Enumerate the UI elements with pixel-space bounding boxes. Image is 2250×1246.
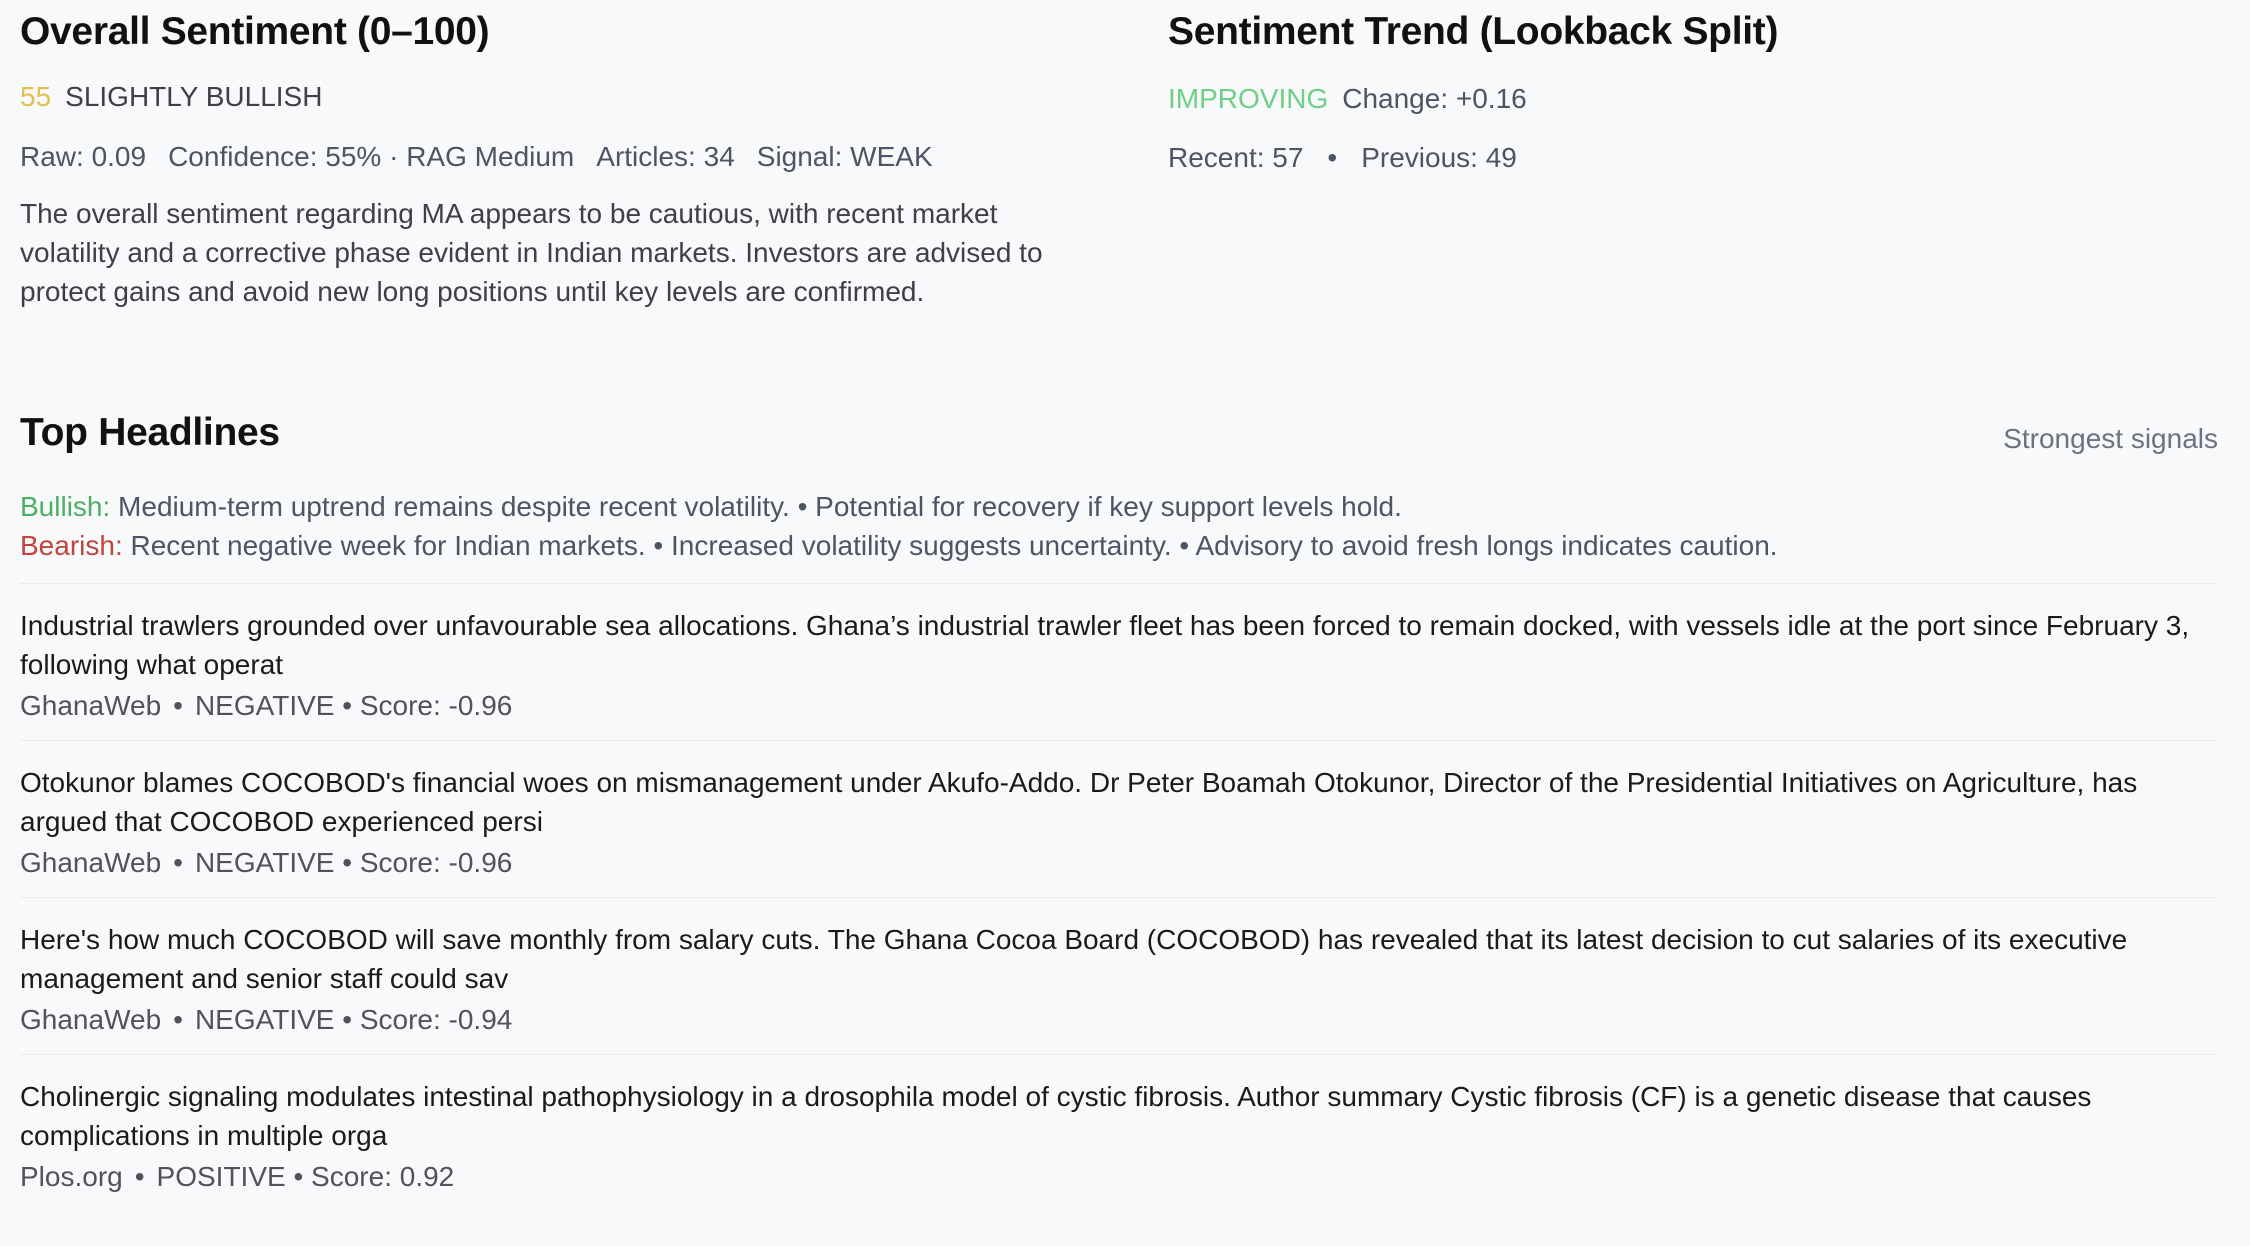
headline-meta <box>20 1159 2218 1195</box>
headline-source: GhanaWeb <box>20 690 162 721</box>
bullet-separator: • <box>134 1161 145 1192</box>
headline-item[interactable] <box>20 898 2218 1055</box>
headline-title[interactable]: Cholinergic signaling modulates intestinal pathophysiology in a drosophila model of cystic fibrosis. Author summary Cystic fibrosis (CF) is a genetic disease that causes complications in multiple orga <box>20 1081 2092 1151</box>
headline-title[interactable]: Here's how much COCOBOD will save monthly from salary cuts. The Ghana Cocoa Board (COCOBOD) has revealed that its latest decision to cut salaries of its executive management and senior staff could sav <box>20 924 2128 994</box>
signal-strength: Signal: WEAK <box>756 141 933 172</box>
headline-sentiment: POSITIVE <box>156 1161 286 1192</box>
headline-source: GhanaWeb <box>20 1004 162 1035</box>
headline-score: • Score: -0.96 <box>342 847 513 878</box>
trend-line <box>1168 81 2218 117</box>
bullish-signals <box>20 487 2218 526</box>
headline-list <box>20 584 2218 1211</box>
bullet-separator: • <box>1327 142 1338 173</box>
sentiment-trend-title: Sentiment Trend (Lookback Split) <box>1168 10 1779 53</box>
bullish-label: Bullish: <box>20 491 111 522</box>
metrics-line <box>20 139 1168 175</box>
bullish-text: Medium-term uptrend remains despite recent volatility. • Potential for recovery if key support levels hold. <box>118 491 1402 522</box>
bullet-separator: • <box>173 1004 183 1035</box>
headline-score: • Score: -0.94 <box>342 1004 513 1035</box>
trend-split <box>1168 140 2218 176</box>
headline-meta <box>20 1002 2218 1038</box>
headline-item[interactable] <box>20 741 2218 898</box>
strongest-signals-label: Strongest signals <box>2003 423 2218 454</box>
sentiment-trend-panel <box>1168 8 2218 311</box>
headline-source: Plos.org <box>20 1161 123 1192</box>
sentiment-score: 55 <box>20 81 52 112</box>
score-line <box>20 79 1168 115</box>
summary-row <box>20 8 2218 311</box>
raw-value: Raw: 0.09 <box>20 141 147 172</box>
bullet-separator: • <box>173 847 183 878</box>
headline-meta <box>20 688 2218 724</box>
headline-item[interactable] <box>20 1055 2218 1211</box>
articles-count: Articles: 34 <box>596 141 735 172</box>
bearish-signals <box>20 526 2218 565</box>
trend-change: Change: +0.16 <box>1342 83 1527 114</box>
headlines-header <box>20 409 2218 457</box>
bearish-text: Recent negative week for Indian markets. • Increased volatility suggests uncertainty. • Advisory to avoid fresh longs indicates caution. <box>130 530 1778 561</box>
headline-sentiment: NEGATIVE <box>194 847 335 878</box>
headline-source: GhanaWeb <box>20 847 162 878</box>
bearish-label: Bearish: <box>20 530 123 561</box>
sentiment-summary: The overall sentiment regarding MA appears to be cautious, with recent market volatility and a corrective phase evident in Indian markets. Investors are advised to protect gains and avoid new long positions until key levels are confirmed. <box>20 198 1043 307</box>
sentiment-dashboard <box>0 8 2250 1246</box>
top-headlines-title: Top Headlines <box>20 411 280 454</box>
headline-sentiment: NEGATIVE <box>194 1004 335 1035</box>
headline-score: • Score: -0.96 <box>342 690 513 721</box>
headline-title[interactable]: Otokunor blames COCOBOD's financial woes on mismanagement under Akufo-Addo. Dr Peter Boamah Otokunor, Director of the Presidential Initiatives on Agriculture, has argued that COCOBOD experienced persi <box>20 767 2138 837</box>
trend-status: IMPROVING <box>1168 83 1329 114</box>
overall-sentiment-title: Overall Sentiment (0–100) <box>20 10 490 53</box>
previous-score: Previous: 49 <box>1361 142 1517 173</box>
recent-score: Recent: 57 <box>1168 142 1304 173</box>
confidence-value: Confidence: 55% · RAG Medium <box>168 141 575 172</box>
headline-meta <box>20 845 2218 881</box>
sentiment-label: SLIGHTLY BULLISH <box>65 81 323 112</box>
headline-item[interactable] <box>20 584 2218 741</box>
bullet-separator: • <box>173 690 183 721</box>
headline-score: • Score: 0.92 <box>293 1161 455 1192</box>
headline-title[interactable]: Industrial trawlers grounded over unfavourable sea allocations. Ghana’s industrial trawler fleet has been forced to remain docked, with vessels idle at the port since February 3, following what operat <box>20 610 2190 680</box>
signals-summary <box>20 487 2218 584</box>
headline-sentiment: NEGATIVE <box>194 690 335 721</box>
overall-sentiment-panel <box>20 8 1168 311</box>
